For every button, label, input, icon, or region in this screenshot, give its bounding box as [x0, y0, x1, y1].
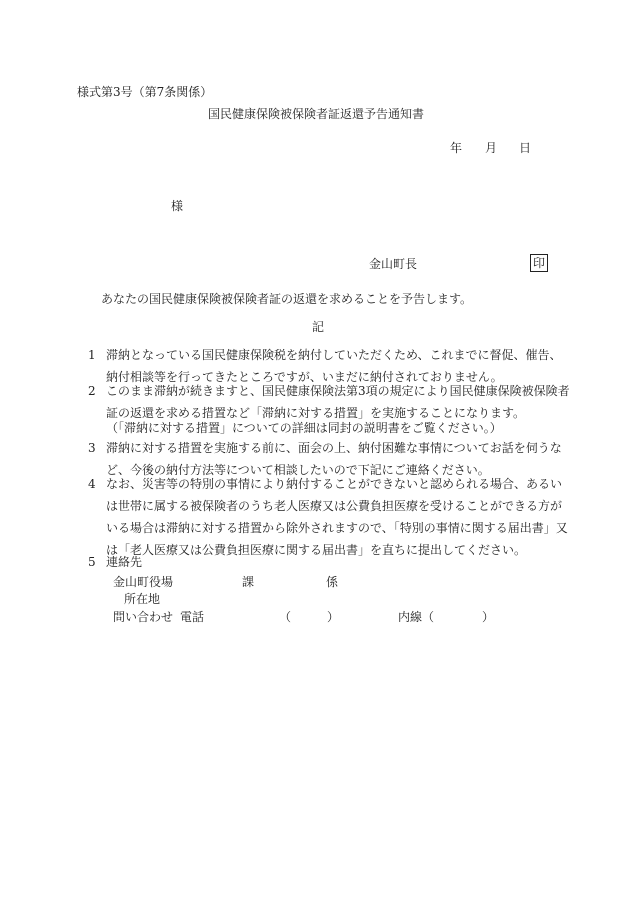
item-number: 5 — [88, 555, 96, 569]
sender-name: 金山町長 — [369, 257, 418, 271]
date-year: 年 — [450, 141, 463, 155]
date-day: 日 — [519, 141, 532, 155]
date-month: 月 — [485, 141, 498, 155]
intro-text: あなたの国民健康保険被保険者証の返還を求めることを予告します。 — [101, 292, 473, 306]
item-number: 1 — [88, 348, 96, 362]
list-item — [88, 551, 570, 573]
contact-phone-paren: （ ） — [279, 610, 340, 624]
item-text: このまま滞納が続きますと、国民健康保険法第3項の規定により国民健康保険被保険者証の返還を求める措置など「滞納に対する措置」を実施することになります。 — [106, 384, 570, 420]
contact-kakari: 係 — [326, 575, 339, 589]
item-text: 滞納に対する措置を実施する前に、面会の上、納付困難な事情についてお話を伺うなど、今後の納付方法等について相談したいので下記にご連絡ください。 — [106, 441, 562, 477]
contact-office: 金山町役場 — [113, 575, 174, 589]
contact-phone-label: 電話 — [180, 610, 205, 624]
item-number: 3 — [88, 441, 96, 455]
recipient-suffix: 様 — [171, 199, 184, 213]
item-text: 滞納となっている国民健康保険税を納付していただくため、これまでに督促、催告、納付相談等を行ってきたところですが、いまだに納付されておりません。 — [106, 348, 562, 384]
seal-stamp: 印 — [530, 254, 548, 272]
contact-extension: 内線（ ） — [398, 610, 495, 624]
form-number: 様式第3号（第7条関係） — [77, 85, 213, 99]
ki-heading: 記 — [312, 320, 325, 334]
item-number: 2 — [88, 384, 96, 398]
list-item-note — [88, 417, 570, 439]
item-text: 連絡先 — [106, 555, 143, 569]
item-text: （「滞納に対する措置」についての詳細は同封の説明書をご覧ください。） — [106, 421, 502, 435]
list-item — [88, 473, 570, 561]
item-number: 4 — [88, 477, 96, 491]
contact-ka: 課 — [242, 575, 255, 589]
document-title: 国民健康保険被保険者証返還予告通知書 — [208, 107, 425, 121]
contact-inquiry-label: 問い合わせ — [113, 610, 174, 624]
contact-address-label: 所在地 — [124, 592, 161, 606]
item-text: なお、災害等の特別の事情により納付することができないと認められる場合、あるいは世帯に属する被保険者のうち老人医療又は公費負担医療を受けることができる方がいる場合は滞納に対する措置から除外されますので、「特別の事情に関する届出書」又は「老人医療又は公費負担医療に関する届出書」を直ちに提出してください。 — [106, 477, 568, 557]
